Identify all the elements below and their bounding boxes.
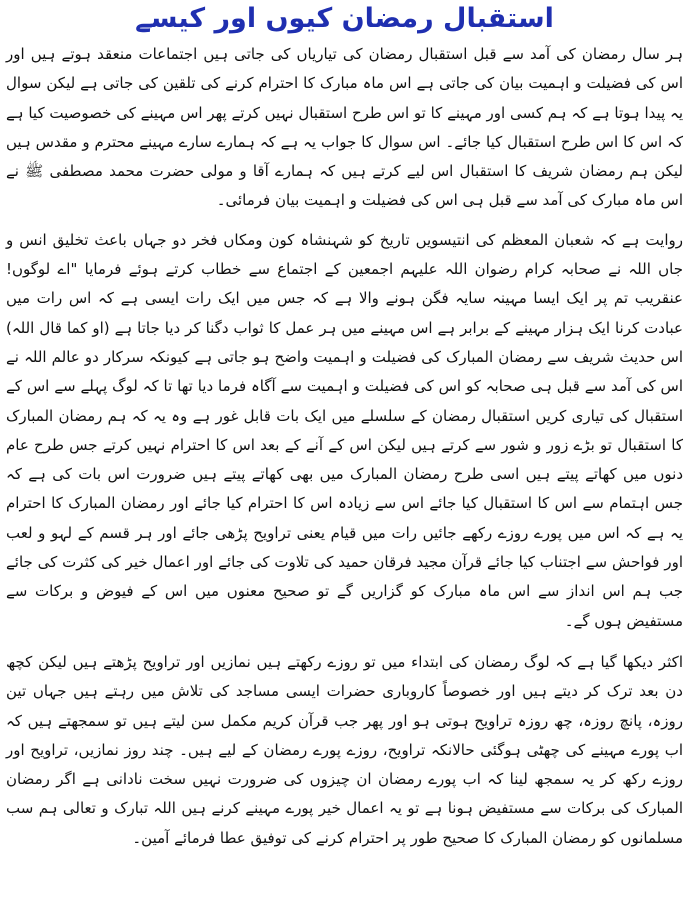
article-title: استقبال رمضان کیوں اور کیسے bbox=[135, 3, 554, 34]
article-paragraph-2: روایت ہے کہ شعبان المعظم کی انتیسویں تاریخ کو شہنشاہ کون ومکاں فخر دو جہاں باعث تخلیق انس و جاں اللہ نے صحابہ کرام رضوان اللہ علیہم اجمعین کے اجتماع سے خطاب کرتے ہوئے فرمایا "اے لوگوں! عنقریب تم پر ایک ایسا مہینہ سایہ فگن ہونے والا ہے کہ جس میں ایک رات ایسی ہے کہ اس رات میں عبادت کرنا ایک ہزار مہینے کے برابر ہے اس مہینے میں ہر عمل کا ثواب دگنا کر دیا جاتا ہے (او کما قال اللہ) اس حدیث شریف سے رمضان المبارک کی فضیلت و اہمیت واضح ہو جاتی ہے کیونکہ سرکار دو عالم اللہ نے اس کی آمد سے قبل ہی صحابہ کو اس کی فضیلت و اہمیت سے آگاہ فرما دیا تھا تا کہ لوگ پہلے سے اس کے استقبال کی تیاری کریں استقبال رمضان کے سلسلے میں ایک بات قابل غور ہے وہ یہ کہ ہم رمضان المبارک کا استقبال تو بڑے زور و شور سے کرتے ہیں لیکن اس کے آنے کے بعد اس کا احترام نہیں کرتے جس طرح عام دنوں میں کھاتے پیتے ہیں اسی طرح رمضان المبارک میں بھی کھاتے پیتے ہیں ضرورت اس بات کی ہے کہ جس اہتمام سے اس کا استقبال کیا جائے اس سے زیادہ اس کا احترام کیا جائے اور رمضان المبارک کا احترام یہ ہے کہ اس میں پورے روزے رکھے جائیں رات میں قیام یعنی تراویح پڑھی جائے اور ہر قسم کے لہو و لعب اور فواحش سے اجتناب کیا جائے قرآن مجید فرقان حمید کی تلاوت کی جائے اور اعمال خیر کی کثرت کی جائے جب ہم اس انداز سے اس ماہ مبارک کو گزاریں گے تو صحیح معنوں میں اس کے فیوض و برکات سے مستفیض ہوں گے۔ bbox=[6, 230, 683, 630]
article-paragraph-1: ہر سال رمضان کی آمد سے قبل استقبال رمضان کی تیاریاں کی جاتی ہیں اجتماعات منعقد ہوتے ہیں اور اس کی فضیلت و اہمیت بیان کی جاتی ہے اس ماہ مبارک کا احترام کرنے کی تلقین کی جاتی ہے لیکن سوال یہ پیدا ہوتا ہے کہ ہم کسی اور مہینے کا تو اس طرح استقبال نہیں کرتے پھر اس مہینے کی خصوصیت کیا ہے کہ اس کا اس طرح استقبال کیا جائے۔ اس سوال کا جواب یہ ہے کہ ہمارے سارے مہینے محترم و مقدس ہیں لیکن ہم رمضان شریف کا استقبال اس لیے کرتے ہیں کہ ہمارے آقا و مولی حضرت محمد مصطفی ﷺ نے اس ماہ مبارک کی آمد سے قبل ہی اس کی فضیلت و اہمیت بیان فرمائی۔ bbox=[6, 45, 683, 210]
article-paragraph-3: اکثر دیکھا گیا ہے کہ لوگ رمضان کی ابتداء میں تو روزے رکھتے ہیں نمازیں اور تراویح پڑھتے ہیں لیکن کچھ دن بعد ترک کر دیتے ہیں اور خصوصاً کاروباری حضرات ایسی مساجد کی تلاش میں رہتے ہیں جہاں تین روزہ، پانچ روزہ، چھ روزہ تراویح ہوتی ہو اور پھر جب قرآن کریم مکمل سن لیتے ہیں تو سمجھتے ہیں کہ اب پورے مہینے کی چھٹی ہوگئی حالانکہ تراویح، روزے پورے رمضان کے لیے ہیں۔ چند روز نمازیں، تراویح اور روزے رکھ کر یہ سمجھ لینا کہ اب پورے رمضان ان چیزوں کی ضرورت نہیں سخت نادانی ہے اگر رمضان المبارک کی برکات سے مستفیض ہونا ہے تو یہ اعمال خیر پورے مہینے کرنے ہیں اللہ تبارک و تعالی ہم سب مسلمانوں کو رمضان المبارک کا صحیح طور پر احترام کرنے کی توفیق عطا فرمائے آمین۔ bbox=[6, 652, 683, 847]
